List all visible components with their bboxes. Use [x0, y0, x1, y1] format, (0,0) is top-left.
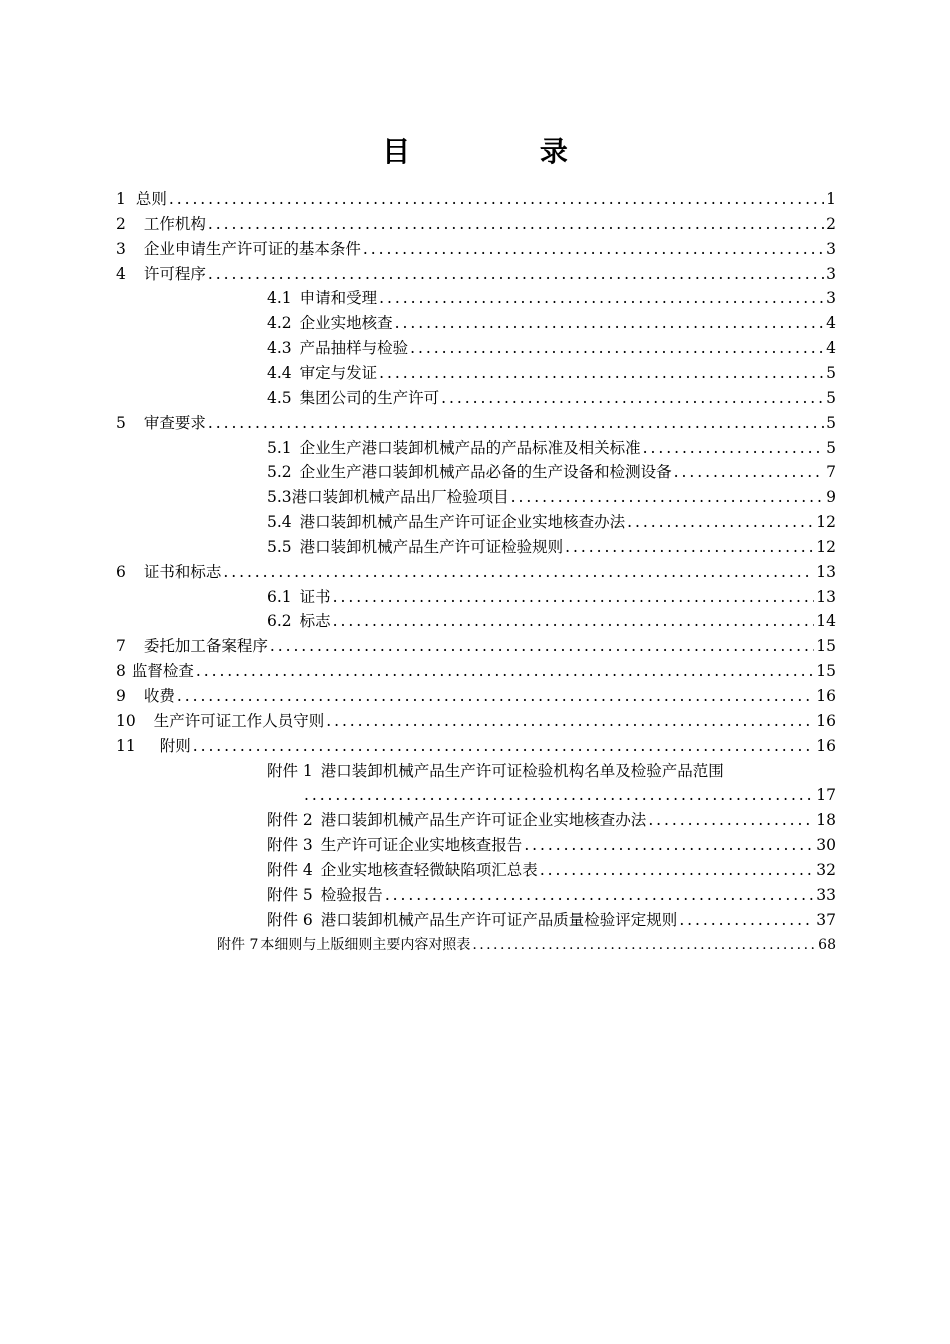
toc-entry[interactable] [302, 780, 836, 805]
toc-dot-leader [565, 537, 814, 557]
toc-entry-title: 产品抽样与检验 [299, 339, 409, 358]
toc-entry[interactable] [267, 482, 836, 507]
toc-dot-leader [627, 512, 814, 532]
toc-dot-leader [177, 686, 814, 706]
toc-entry-number: 6 [116, 562, 126, 581]
toc-dot-leader [208, 264, 824, 284]
toc-entry[interactable] [116, 184, 836, 209]
toc-page-number: 37 [816, 910, 836, 929]
toc-entry[interactable] [116, 408, 836, 433]
toc-entry[interactable] [116, 656, 836, 681]
toc-entry[interactable] [267, 333, 836, 358]
toc-entry-number: 4.1 [267, 289, 292, 308]
toc-dot-leader [472, 935, 816, 955]
toc-page-number: 5 [826, 388, 836, 407]
toc-page-number: 3 [826, 289, 836, 308]
toc-page-number: 9 [826, 488, 836, 507]
toc-page-number: 7 [826, 463, 836, 482]
toc-entry-number: 附件 3 [267, 836, 313, 855]
toc-dot-leader [333, 587, 815, 607]
toc-page-number: 16 [816, 687, 836, 705]
toc-entry-number: 4.2 [267, 314, 292, 333]
toc-entry-number: 附件 6 [267, 910, 313, 929]
toc-entry-title: 工作机构 [143, 214, 206, 233]
toc-entry-title: 证书 [299, 587, 331, 606]
toc-entry-title: 本细则与上版细则主要内容对照表 [260, 936, 471, 953]
toc-entry[interactable] [267, 457, 836, 482]
toc-dot-leader [304, 785, 814, 805]
toc-entry-number: 11 [116, 736, 136, 755]
toc-entry-title: 港口装卸机械产品生产许可证企业实地核查办法 [320, 811, 647, 830]
toc-page-number: 33 [816, 885, 836, 904]
toc-dot-leader [385, 885, 814, 905]
toc-entry-title: 集团公司的生产许可 [299, 388, 440, 407]
toc-entry-number: 1 [116, 190, 126, 208]
toc-entry-title: 申请和受理 [299, 289, 378, 308]
toc-page-number: 16 [816, 711, 836, 730]
toc-page-number: 4 [826, 314, 836, 333]
toc-dot-leader [379, 363, 824, 383]
toc-page-number: 15 [816, 637, 836, 656]
toc-entry[interactable] [267, 756, 836, 781]
toc-entry[interactable] [267, 358, 836, 383]
toc-entry[interactable] [267, 433, 836, 458]
toc-entry[interactable] [267, 805, 836, 830]
toc-entry-number: 6.1 [267, 587, 292, 606]
toc-dot-leader [333, 611, 815, 631]
toc-entry-number: 5.1 [267, 438, 292, 457]
toc-page-number: 3 [826, 239, 836, 258]
toc-page-number: 15 [816, 662, 836, 681]
toc-entry-title: 许可程序 [143, 264, 206, 283]
toc-entry[interactable] [116, 706, 836, 731]
toc-entry[interactable] [116, 731, 836, 756]
toc-dot-leader [410, 338, 824, 358]
toc-entry[interactable] [267, 606, 836, 631]
toc-entry-title: 企业实地核查 [299, 314, 393, 333]
toc-entry[interactable] [267, 283, 836, 308]
toc-page-number: 2 [826, 214, 836, 233]
toc-entry-number: 9 [116, 687, 126, 705]
toc-dot-leader [326, 711, 814, 731]
toc-page-number: 13 [816, 562, 836, 581]
toc-page-number: 1 [826, 190, 836, 208]
toc-dot-leader [208, 413, 824, 433]
toc-entry-title: 生产许可证工作人员守则 [153, 711, 325, 730]
toc-entry[interactable] [217, 930, 836, 955]
toc-entry[interactable] [116, 631, 836, 656]
toc-entry-title: 港口装卸机械产品生产许可证检验规则 [299, 537, 564, 556]
toc-dot-leader [379, 288, 824, 308]
toc-entry[interactable] [116, 557, 836, 582]
toc-entry-title: 企业生产港口装卸机械产品必备的生产设备和检测设备 [299, 463, 672, 482]
toc-entry-number: 附件 4 [267, 860, 313, 879]
toc-dot-leader [363, 239, 824, 259]
toc-entry[interactable] [116, 259, 836, 284]
toc-page-number: 68 [818, 936, 836, 953]
toc-entry-title: 标志 [299, 612, 331, 631]
toc-page-number: 12 [816, 537, 836, 556]
toc-entry[interactable] [116, 209, 836, 234]
toc-entry-number: 4 [116, 264, 126, 283]
toc-page-number: 16 [816, 736, 836, 755]
toc-entry-number: 4.5 [267, 388, 292, 407]
toc-entry[interactable] [267, 308, 836, 333]
toc-entry-title: 企业申请生产许可证的基本条件 [143, 239, 361, 258]
toc-entry[interactable] [267, 855, 836, 880]
toc-dot-leader [169, 189, 824, 209]
toc-entry-number: 4.4 [267, 363, 292, 382]
toc-dot-leader [193, 736, 815, 756]
toc-entry-title: 总则 [135, 190, 167, 208]
toc-entry[interactable] [267, 830, 836, 855]
toc-entry-number: 5.5 [267, 537, 292, 556]
toc-dot-leader [223, 562, 814, 582]
toc-entry[interactable] [267, 507, 836, 532]
toc-entry-title: 企业生产港口装卸机械产品的产品标准及相关标准 [299, 438, 641, 457]
toc-entry-number: 附件 5 [267, 885, 313, 904]
toc-entry-number: 5.4 [267, 513, 292, 532]
toc-entry-number: 4.3 [267, 339, 292, 358]
toc-entry-title: 附则 [159, 736, 191, 755]
toc-entry-title: 港口装卸机械产品生产许可证企业实地核查办法 [299, 513, 626, 532]
toc-entry-title: 收费 [143, 687, 175, 705]
toc-entry-title: 港口装卸机械产品出厂检验项目 [291, 488, 509, 507]
toc-page-number: 14 [816, 612, 836, 631]
toc-dot-leader [208, 214, 824, 234]
toc-entry-title: 检验报告 [320, 885, 383, 904]
toc-page-number: 5 [826, 363, 836, 382]
toc-entry-number: 7 [116, 637, 126, 656]
toc-entry-number: 6.2 [267, 612, 292, 631]
toc-page-number: 12 [816, 513, 836, 532]
toc-entry-title: 委托加工备案程序 [143, 637, 268, 656]
toc-entry[interactable] [116, 681, 836, 706]
toc-page-number: 4 [826, 339, 836, 358]
toc-entry[interactable] [267, 532, 836, 557]
toc-entry-title: 审查要求 [143, 413, 206, 432]
toc-dot-leader [395, 313, 824, 333]
toc-entry-number: 附件 7 [217, 936, 259, 953]
toc-entry-title: 港口装卸机械产品生产许可证产品质量检验评定规则 [320, 910, 678, 929]
toc-page-number: 18 [816, 811, 836, 830]
toc-entry[interactable] [267, 880, 836, 905]
toc-entry-title: 证书和标志 [143, 562, 222, 581]
toc-page-number: 5 [826, 438, 836, 457]
toc-page-number: 30 [816, 836, 836, 855]
toc-entry-title: 监督检查 [131, 662, 194, 681]
toc-entry-number: 5.3 [267, 488, 292, 507]
toc-entry-number: 附件 2 [267, 811, 313, 830]
toc-dot-leader [270, 636, 814, 656]
toc-dot-leader [511, 487, 824, 507]
toc-dot-leader [524, 835, 814, 855]
toc-page-number: 3 [826, 264, 836, 283]
toc-title: 目 录 [382, 135, 628, 168]
toc-dot-leader [674, 462, 824, 482]
toc-dot-leader [648, 810, 814, 830]
toc-page-number: 17 [816, 786, 836, 805]
toc-page-number: 13 [816, 587, 836, 606]
toc-entry-number: 2 [116, 214, 126, 233]
toc-page-number: 5 [826, 413, 836, 432]
toc-entry[interactable] [267, 383, 836, 408]
toc-entry[interactable] [267, 582, 836, 607]
toc-entry-number: 5.2 [267, 463, 292, 482]
toc-dot-leader [679, 910, 814, 930]
toc-dot-leader [196, 661, 814, 681]
toc-entry-number: 附件 1 [267, 761, 313, 780]
toc-entry-title: 港口装卸机械产品生产许可证检验机构名单及检验产品范围 [320, 761, 724, 780]
toc-dot-leader [540, 860, 814, 880]
toc-entry-title: 企业实地核查轻微缺陷项汇总表 [320, 860, 538, 879]
toc-dot-leader [441, 388, 824, 408]
toc-entry[interactable] [267, 905, 836, 930]
toc-page-number: 32 [816, 860, 836, 879]
toc-entry-number: 5 [116, 413, 126, 432]
toc-entry-title: 审定与发证 [299, 363, 378, 382]
toc-entry-number: 8 [116, 662, 126, 681]
toc-entry-number: 10 [116, 711, 136, 730]
toc-entry-title: 生产许可证企业实地核查报告 [320, 836, 523, 855]
toc-dot-leader [643, 438, 824, 458]
toc-entry[interactable] [116, 234, 836, 259]
toc-entry-number: 3 [116, 239, 126, 258]
